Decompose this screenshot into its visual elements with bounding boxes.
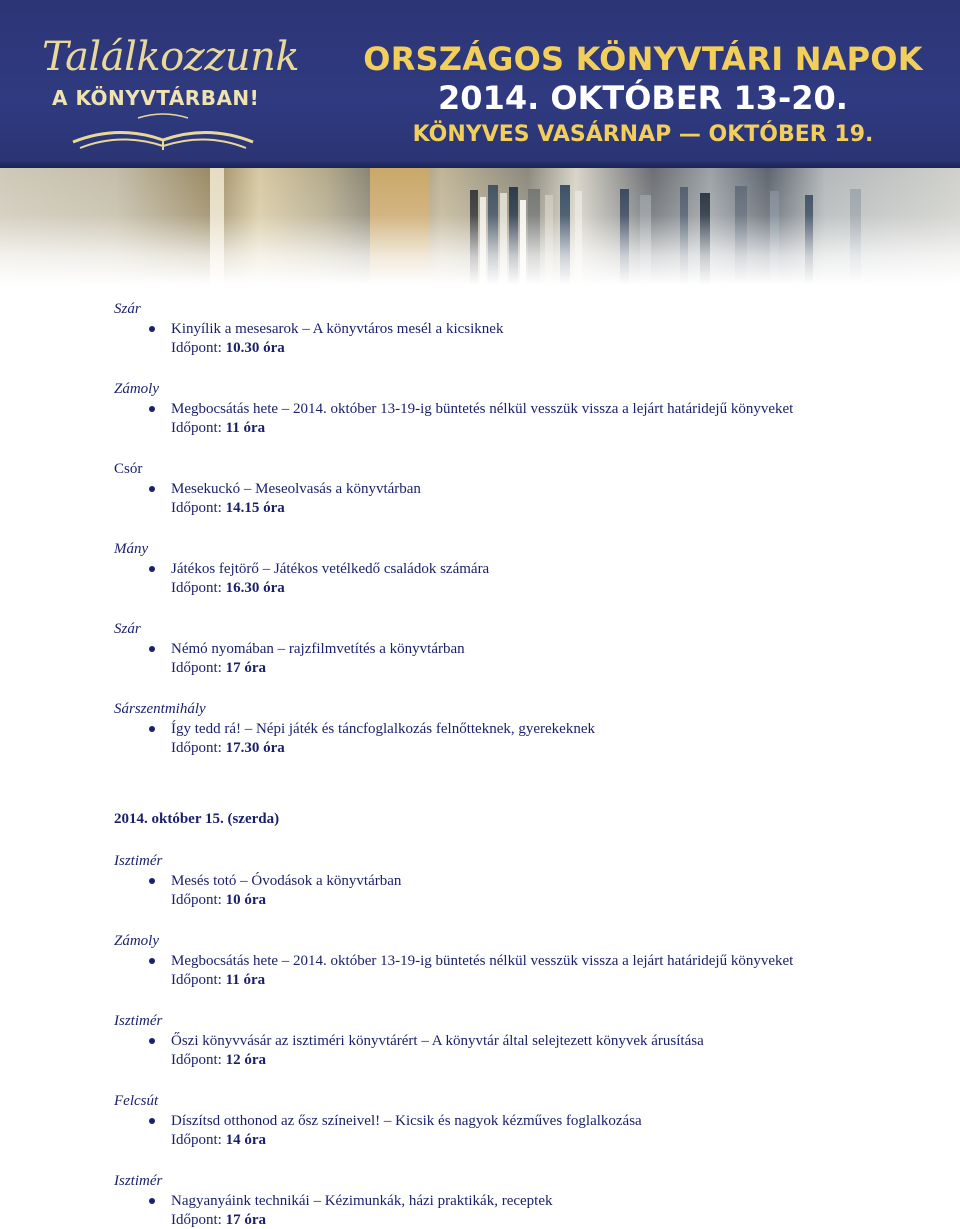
event-time: 14.15 óra (225, 500, 285, 516)
time-label: Időpont: (171, 500, 222, 516)
location-name: Zámoly (114, 381, 159, 397)
bullet-icon (149, 958, 155, 964)
header-banner (0, 0, 960, 285)
location-name: Szár (114, 301, 141, 317)
schedule-entry (114, 850, 934, 910)
event-item (114, 720, 934, 758)
banner-fade (0, 168, 960, 285)
time-label: Időpont: (171, 1212, 222, 1228)
time-label: Időpont: (171, 420, 222, 436)
bullet-icon (149, 486, 155, 492)
location-name: Mány (114, 541, 149, 557)
event-item (114, 872, 934, 910)
event-time: 10 óra (225, 892, 267, 908)
location-name: Zámoly (114, 933, 159, 949)
banner-title (348, 40, 938, 152)
logo-subtitle: A KÖNYVTÁRBAN! (52, 86, 260, 110)
banner-title-line1: ORSZÁGOS KÖNYVTÁRI NAPOK (363, 40, 923, 78)
event-title: Így tedd rá! – Népi játék és táncfoglalkozás felnőtteknek, gyerekeknek (171, 721, 595, 737)
date-heading: 2014. október 15. (szerda) (114, 811, 280, 827)
event-item (114, 952, 934, 990)
event-title: Némó nyomában – rajzfilmvetítés a könyvtárban (171, 641, 465, 657)
time-label: Időpont: (171, 340, 222, 356)
event-time: 17 óra (225, 660, 267, 676)
time-label: Időpont: (171, 1052, 222, 1068)
location-name: Sárszentmihály (114, 701, 206, 717)
open-book-icon (68, 112, 258, 152)
time-label: Időpont: (171, 580, 222, 596)
event-time: 16.30 óra (225, 580, 285, 596)
schedule (114, 298, 934, 1229)
event-time: 11 óra (225, 972, 266, 988)
bullet-icon (149, 1038, 155, 1044)
location-name: Szár (114, 621, 141, 637)
bullet-icon (149, 726, 155, 732)
bullet-icon (149, 326, 155, 332)
event-title: Megbocsátás hete – 2014. október 13-19-ig büntetés nélkül vesszük vissza a lejárt határidejű könyveket (171, 953, 794, 969)
bullet-icon (149, 878, 155, 884)
location-name: Isztimér (114, 1013, 163, 1029)
event-time: 17.30 óra (225, 740, 285, 756)
banner-title-line2: 2014. OKTÓBER 13-20. (438, 79, 848, 117)
event-title: Játékos fejtörő – Játékos vetélkedő családok számára (171, 561, 490, 577)
schedule-entry (114, 458, 934, 518)
time-label: Időpont: (171, 660, 222, 676)
event-logo (28, 26, 328, 146)
schedule-entry (114, 1010, 934, 1070)
schedule-entry (114, 1090, 934, 1150)
schedule-entry (114, 298, 934, 358)
bullet-icon (149, 1198, 155, 1204)
event-title: Megbocsátás hete – 2014. október 13-19-ig büntetés nélkül vesszük vissza a lejárt határidejű könyveket (171, 401, 794, 417)
time-label: Időpont: (171, 1132, 222, 1148)
event-item (114, 1192, 934, 1229)
time-label: Időpont: (171, 740, 222, 756)
event-time: 17 óra (225, 1212, 267, 1228)
event-item (114, 320, 934, 358)
event-item (114, 1032, 934, 1070)
location-name: Isztimér (114, 853, 163, 869)
event-item (114, 640, 934, 678)
location-name: Felcsút (114, 1093, 159, 1109)
event-item (114, 1112, 934, 1150)
bullet-icon (149, 406, 155, 412)
event-time: 14 óra (225, 1132, 267, 1148)
event-title: Őszi könyvvásár az isztiméri könyvtárért – A könyvtár által selejtezett könyvek árusítása (171, 1033, 704, 1049)
event-title: Díszítsd otthonod az ősz színeivel! – Kicsik és nagyok kézműves foglalkozása (171, 1113, 642, 1129)
event-title: Mesekuckó – Meseolvasás a könyvtárban (171, 481, 421, 497)
schedule-entry (114, 1170, 934, 1229)
logo-script-text: Találkozzunk (42, 34, 300, 80)
time-label: Időpont: (171, 972, 222, 988)
event-item (114, 400, 934, 438)
location-name: Csór (114, 461, 143, 477)
event-title: Nagyanyáink technikái – Kézimunkák, házi praktikák, receptek (171, 1193, 553, 1209)
location-name: Isztimér (114, 1173, 163, 1189)
schedule-entry (114, 698, 934, 758)
schedule-entry (114, 538, 934, 598)
banner-title-line3: KÖNYVES VASÁRNAP — OKTÓBER 19. (412, 122, 874, 147)
bullet-icon (149, 1118, 155, 1124)
event-item (114, 480, 934, 518)
event-title: Mesés totó – Óvodások a könyvtárban (171, 873, 402, 889)
event-time: 12 óra (225, 1052, 267, 1068)
time-label: Időpont: (171, 892, 222, 908)
schedule-entry (114, 930, 934, 990)
event-time: 10.30 óra (225, 340, 285, 356)
event-time: 11 óra (225, 420, 266, 436)
bullet-icon (149, 566, 155, 572)
schedule-entry (114, 378, 934, 438)
schedule-entry (114, 618, 934, 678)
event-item (114, 560, 934, 598)
event-title: Kinyílik a mesesarok – A könyvtáros mesél a kicsiknek (171, 321, 504, 337)
bullet-icon (149, 646, 155, 652)
